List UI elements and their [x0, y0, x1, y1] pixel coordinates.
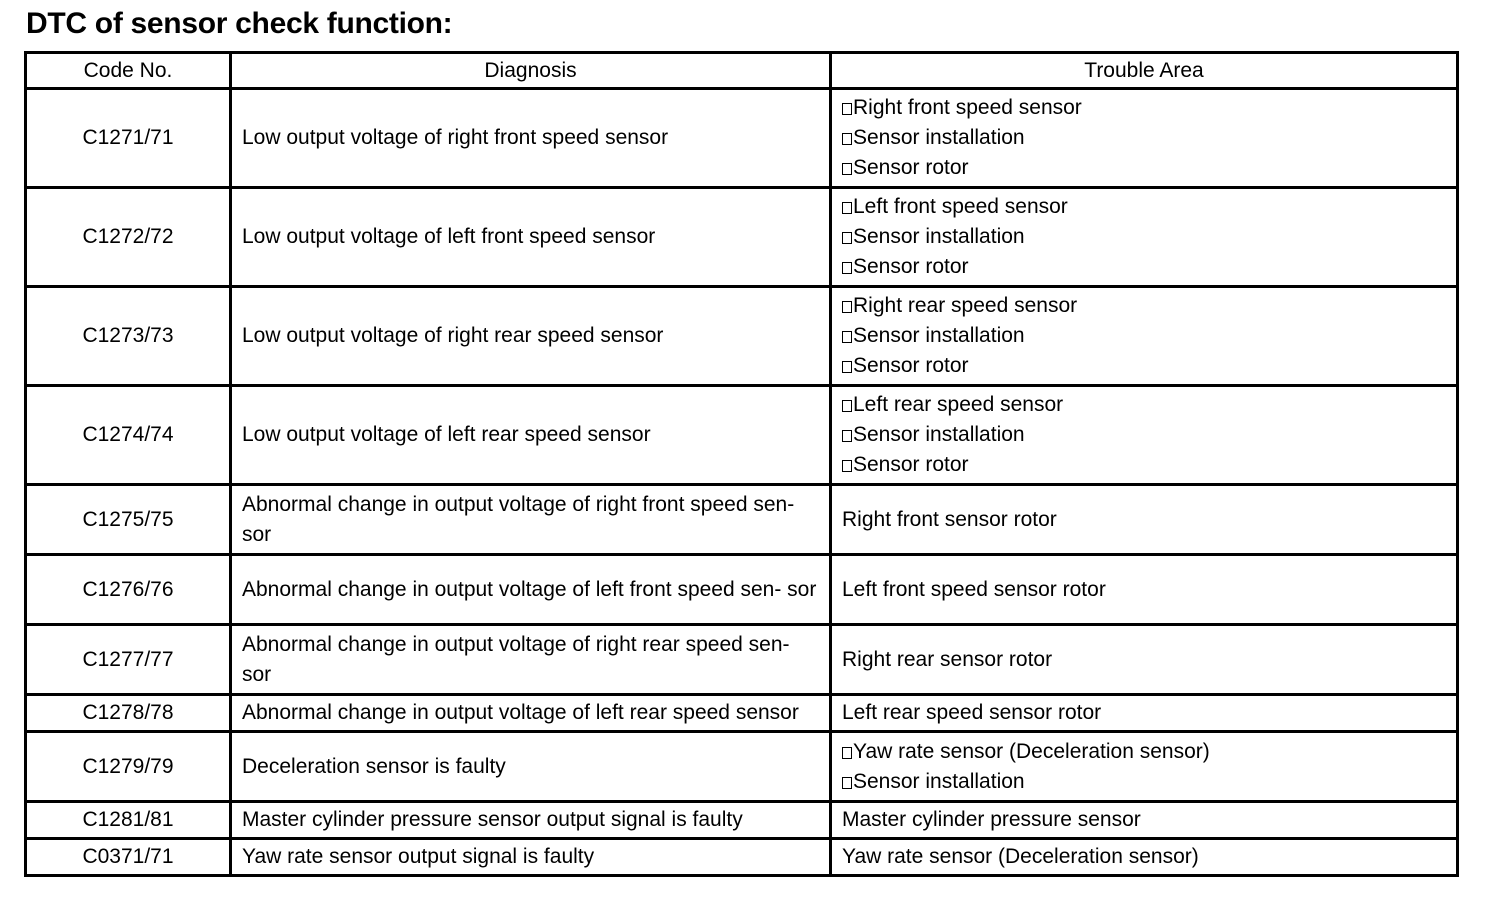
trouble-area-item [842, 698, 1446, 728]
checkbox-bullet-icon [842, 361, 852, 373]
trouble-area-item [842, 450, 1446, 480]
checkbox-bullet-icon [842, 133, 852, 145]
table-body [26, 89, 1458, 876]
table-row [26, 625, 1458, 695]
trouble-area-item [842, 123, 1446, 153]
table-row [26, 386, 1458, 485]
trouble-area-text: Sensor installation [853, 769, 1025, 793]
trouble-area-item [842, 390, 1446, 420]
trouble-area-item [842, 842, 1446, 872]
trouble-area-text: Sensor installation [853, 324, 1025, 347]
trouble-area-text: Left rear speed sensor rotor [842, 701, 1102, 724]
dtc-code-cell: C0371/71 [26, 839, 231, 876]
dtc-code-cell: C1277/77 [26, 625, 231, 695]
table-row [26, 287, 1458, 386]
checkbox-bullet-icon [842, 103, 852, 115]
trouble-area-text: Sensor rotor [853, 453, 969, 476]
trouble-area-cell [831, 802, 1458, 839]
trouble-area-text: Sensor rotor [853, 156, 969, 179]
table-row [26, 89, 1458, 188]
column-header-code: Code No. [26, 53, 231, 89]
checkbox-bullet-icon [842, 163, 852, 175]
trouble-area-cell [831, 625, 1458, 695]
dtc-code-cell: C1276/76 [26, 555, 231, 625]
dtc-code-cell: C1271/71 [26, 89, 231, 188]
dtc-code-cell: C1274/74 [26, 386, 231, 485]
trouble-area-text: Left rear speed sensor [853, 393, 1064, 416]
trouble-area-text: Sensor installation [853, 126, 1025, 149]
diagnosis-cell: Low output voltage of right front speed sensor [231, 89, 831, 188]
diagnosis-cell: Abnormal change in output voltage of left front speed sen- sor [231, 555, 831, 625]
checkbox-bullet-icon [842, 232, 852, 244]
trouble-area-text: Sensor rotor [853, 354, 969, 377]
checkbox-bullet-icon [842, 400, 852, 412]
trouble-area-text: Right rear speed sensor [853, 294, 1078, 317]
trouble-area-text: Left front speed sensor rotor [842, 577, 1106, 601]
checkbox-bullet-icon [842, 777, 852, 789]
table-row [26, 732, 1458, 802]
dtc-code-cell: C1272/72 [26, 188, 231, 287]
trouble-area-text: Right front sensor rotor [842, 507, 1057, 531]
trouble-area-text: Yaw rate sensor (Deceleration sensor) [842, 845, 1199, 868]
column-header-trouble-area: Trouble Area [831, 53, 1458, 89]
diagnosis-cell: Abnormal change in output voltage of left rear speed sensor [231, 695, 831, 732]
checkbox-bullet-icon [842, 202, 852, 214]
checkbox-bullet-icon [842, 301, 852, 313]
diagnosis-cell: Deceleration sensor is faulty [231, 732, 831, 802]
checkbox-bullet-icon [842, 262, 852, 274]
trouble-area-item [842, 93, 1446, 123]
diagnosis-cell: Low output voltage of right rear speed sensor [231, 287, 831, 386]
checkbox-bullet-icon [842, 747, 852, 759]
diagnosis-cell: Yaw rate sensor output signal is faulty [231, 839, 831, 876]
table-row [26, 695, 1458, 732]
trouble-area-item [842, 222, 1446, 252]
trouble-area-text: Sensor installation [853, 225, 1025, 248]
trouble-area-cell [831, 555, 1458, 625]
checkbox-bullet-icon [842, 460, 852, 472]
trouble-area-item [842, 153, 1446, 183]
trouble-area-item [842, 252, 1446, 282]
trouble-area-item [842, 575, 1446, 605]
table-row [26, 555, 1458, 625]
table-header-row [26, 53, 1458, 89]
trouble-area-text: Sensor installation [853, 423, 1025, 446]
trouble-area-item [842, 420, 1446, 450]
column-header-diagnosis: Diagnosis [231, 53, 831, 89]
trouble-area-item [842, 192, 1446, 222]
dtc-code-cell: C1279/79 [26, 732, 231, 802]
checkbox-bullet-icon [842, 331, 852, 343]
trouble-area-cell [831, 89, 1458, 188]
diagnosis-cell: Low output voltage of left front speed sensor [231, 188, 831, 287]
diagnosis-cell: Abnormal change in output voltage of right front speed sen- sor [231, 485, 831, 555]
trouble-area-item [842, 645, 1446, 675]
trouble-area-item [842, 737, 1446, 767]
trouble-area-item [842, 351, 1446, 381]
dtc-code-cell: C1281/81 [26, 802, 231, 839]
trouble-area-cell [831, 287, 1458, 386]
dtc-code-cell: C1278/78 [26, 695, 231, 732]
trouble-area-item [842, 805, 1446, 835]
trouble-area-cell [831, 188, 1458, 287]
dtc-code-cell: C1275/75 [26, 485, 231, 555]
table-row [26, 485, 1458, 555]
trouble-area-item [842, 767, 1446, 797]
trouble-area-cell [831, 386, 1458, 485]
dtc-code-cell: C1273/73 [26, 287, 231, 386]
trouble-area-cell [831, 485, 1458, 555]
trouble-area-text: Master cylinder pressure sensor [842, 808, 1141, 831]
trouble-area-text: Right rear sensor rotor [842, 647, 1053, 671]
diagnosis-cell: Low output voltage of left rear speed sensor [231, 386, 831, 485]
trouble-area-cell [831, 695, 1458, 732]
trouble-area-text: Left front speed sensor [853, 195, 1068, 218]
trouble-area-item [842, 291, 1446, 321]
trouble-area-text: Yaw rate sensor (Deceleration sensor) [853, 739, 1210, 763]
trouble-area-text: Sensor rotor [853, 255, 969, 278]
table-row [26, 188, 1458, 287]
trouble-area-item [842, 505, 1446, 535]
trouble-area-cell [831, 732, 1458, 802]
trouble-area-cell [831, 839, 1458, 876]
page-title: DTC of sensor check function: [26, 7, 453, 40]
table-row [26, 802, 1458, 839]
diagnosis-cell: Master cylinder pressure sensor output signal is faulty [231, 802, 831, 839]
trouble-area-text: Right front speed sensor [853, 96, 1082, 119]
trouble-area-item [842, 321, 1446, 351]
table-row [26, 839, 1458, 876]
diagnosis-cell: Abnormal change in output voltage of right rear speed sen- sor [231, 625, 831, 695]
dtc-table [24, 51, 1459, 877]
checkbox-bullet-icon [842, 430, 852, 442]
